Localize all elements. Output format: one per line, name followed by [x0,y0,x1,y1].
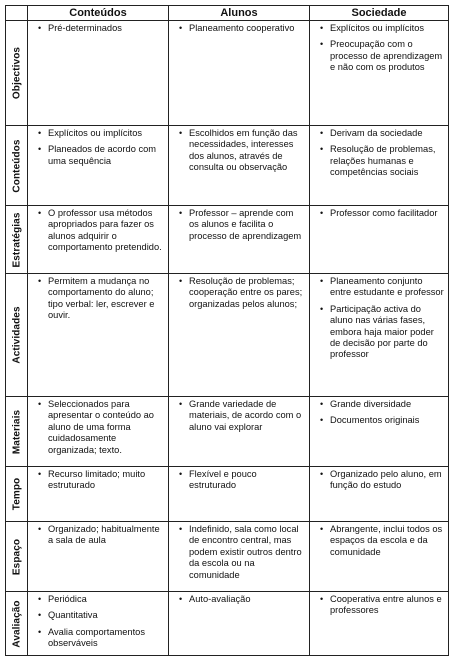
bullet-list [28,126,168,167]
bullet-item: • Planeados de acordo com uma sequência [48,144,164,167]
row-header-actividades [6,274,28,397]
bullet-item: • Grande variedade de materiais, de acordo com o aluno vai explorar [189,399,305,433]
bullet-list [310,522,448,558]
cell-espaco-alunos [169,522,310,592]
row-header-tempo [6,467,28,522]
cell-estrategias-alunos [169,206,310,274]
cell-materiais-alunos [169,397,310,467]
row-label: Espaço [11,538,22,575]
cell-conteudos-sociedade [310,126,449,206]
header-row [6,6,449,21]
bullet-list [310,21,448,74]
bullet-item: • Explícitos ou implícitos [330,23,444,34]
bullet-item: • Planeamento conjunto entre estudante e professor [330,276,444,299]
bullet-list [28,21,168,34]
row-label: Avaliação [11,599,22,648]
bullet-list [169,21,309,34]
cell-avaliacao-alunos [169,592,310,656]
bullet-item: • Resolução de problemas; cooperação entre os pares; organizadas pelos alunos; [189,276,305,310]
table-row-tempo [6,467,449,522]
bullet-list [28,397,168,456]
comparison-table [5,5,449,656]
bullet-item: • Auto-avaliação [189,594,305,605]
cell-avaliacao-conteudos [28,592,169,656]
cell-tempo-alunos [169,467,310,522]
bullet-item: • Avalia comportamentos observáveis [48,627,164,650]
bullet-item: • Periódica [48,594,164,605]
table-row-espaco [6,522,449,592]
cell-espaco-sociedade [310,522,449,592]
bullet-list [169,126,309,174]
bullet-item: • Flexível e pouco estruturado [189,469,305,492]
bullet-item: • Organizado pelo aluno, em função do estudo [330,469,444,492]
bullet-list [169,274,309,310]
cell-objectivos-alunos [169,21,310,126]
bullet-item: • Permitem a mudança no comportamento do aluno; tipo verbal: ler, escrever e ouvir. [48,276,164,322]
bullet-item: • Recurso limitado; muito estruturado [48,469,164,492]
bullet-item: • Resolução de problemas, relações humanas e competências sociais [330,144,444,178]
table-row-avaliacao [6,592,449,656]
bullet-item: • Cooperativa entre alunos e professores [330,594,444,617]
bullet-item: • Participação activa do aluno nas várias fases, embora haja maior poder de decisão por parte do professor [330,304,444,361]
row-label: Conteúdos [11,138,22,193]
bullet-list [169,397,309,433]
row-label: Actividades [11,306,22,364]
row-header-espaco [6,522,28,592]
bullet-list [169,522,309,581]
cell-objectivos-conteudos [28,21,169,126]
row-label: Tempo [11,477,22,511]
bullet-item: • Planeamento cooperativo [189,23,305,34]
cell-actividades-sociedade [310,274,449,397]
table-row-estrategias [6,206,449,274]
bullet-item: • Indefinido, sala como local de encontro central, mas podem existir outros dentro da escola ou na comunidade [189,524,305,581]
cell-materiais-conteudos [28,397,169,467]
bullet-list [28,522,168,547]
cell-estrategias-conteudos [28,206,169,274]
bullet-item: • Preocupação com o processo de aprendizagem e não com os produtos [330,39,444,73]
cell-avaliacao-sociedade [310,592,449,656]
bullet-list [28,274,168,322]
bullet-list [310,274,448,361]
bullet-item: • Pré-determinados [48,23,164,34]
cell-objectivos-sociedade [310,21,449,126]
row-header-avaliacao [6,592,28,656]
cell-conteudos-conteudos [28,126,169,206]
bullet-list [310,467,448,492]
bullet-item: • Grande diversidade [330,399,444,410]
bullet-list [28,592,168,650]
column-header-conteudos: Conteúdos [28,6,169,21]
bullet-item: • Escolhidos em função das necessidades, interesses dos alunos, através de consulta ou observação [189,128,305,174]
cell-materiais-sociedade [310,397,449,467]
cell-tempo-conteudos [28,467,169,522]
row-label: Materiais [11,409,22,454]
table-row-materiais [6,397,449,467]
row-label: Objectivos [11,46,22,100]
bullet-list [169,206,309,242]
bullet-item: • Professor – aprende com os alunos e facilita o processo de aprendizagem [189,208,305,242]
bullet-item: • Professor como facilitador [330,208,444,219]
cell-conteudos-alunos [169,126,310,206]
row-header-conteudos [6,126,28,206]
cell-actividades-alunos [169,274,310,397]
bullet-item: • Seleccionados para apresentar o conteúdo ao aluno de uma forma cuidadosamente organizada; texto. [48,399,164,456]
bullet-item: • O professor usa métodos apropriados para fazer os alunos adquirir o comportamento pretendido. [48,208,164,254]
bullet-item: • Explícitos ou implícitos [48,128,164,139]
row-header-objectivos [6,21,28,126]
bullet-list [28,206,168,254]
bullet-list [28,467,168,492]
bullet-list [169,467,309,492]
row-header-estrategias [6,206,28,274]
column-header-alunos: Alunos [169,6,310,21]
bullet-list [310,206,448,219]
cell-actividades-conteudos [28,274,169,397]
row-header-materiais [6,397,28,467]
bullet-list [310,126,448,179]
row-label: Estratégias [11,211,22,268]
bullet-item: • Quantitativa [48,610,164,621]
table-row-conteudos [6,126,449,206]
cell-tempo-sociedade [310,467,449,522]
bullet-list [169,592,309,605]
bullet-list [310,397,448,427]
bullet-item: • Derivam da sociedade [330,128,444,139]
table-row-actividades [6,274,449,397]
corner-cell [6,6,28,21]
cell-espaco-conteudos [28,522,169,592]
bullet-item: • Organizado; habitualmente a sala de aula [48,524,164,547]
column-header-sociedade: Sociedade [310,6,449,21]
bullet-item: • Abrangente, inclui todos os espaços da escola e da comunidade [330,524,444,558]
cell-estrategias-sociedade [310,206,449,274]
table-row-objectivos [6,21,449,126]
bullet-item: • Documentos originais [330,415,444,426]
bullet-list [310,592,448,617]
